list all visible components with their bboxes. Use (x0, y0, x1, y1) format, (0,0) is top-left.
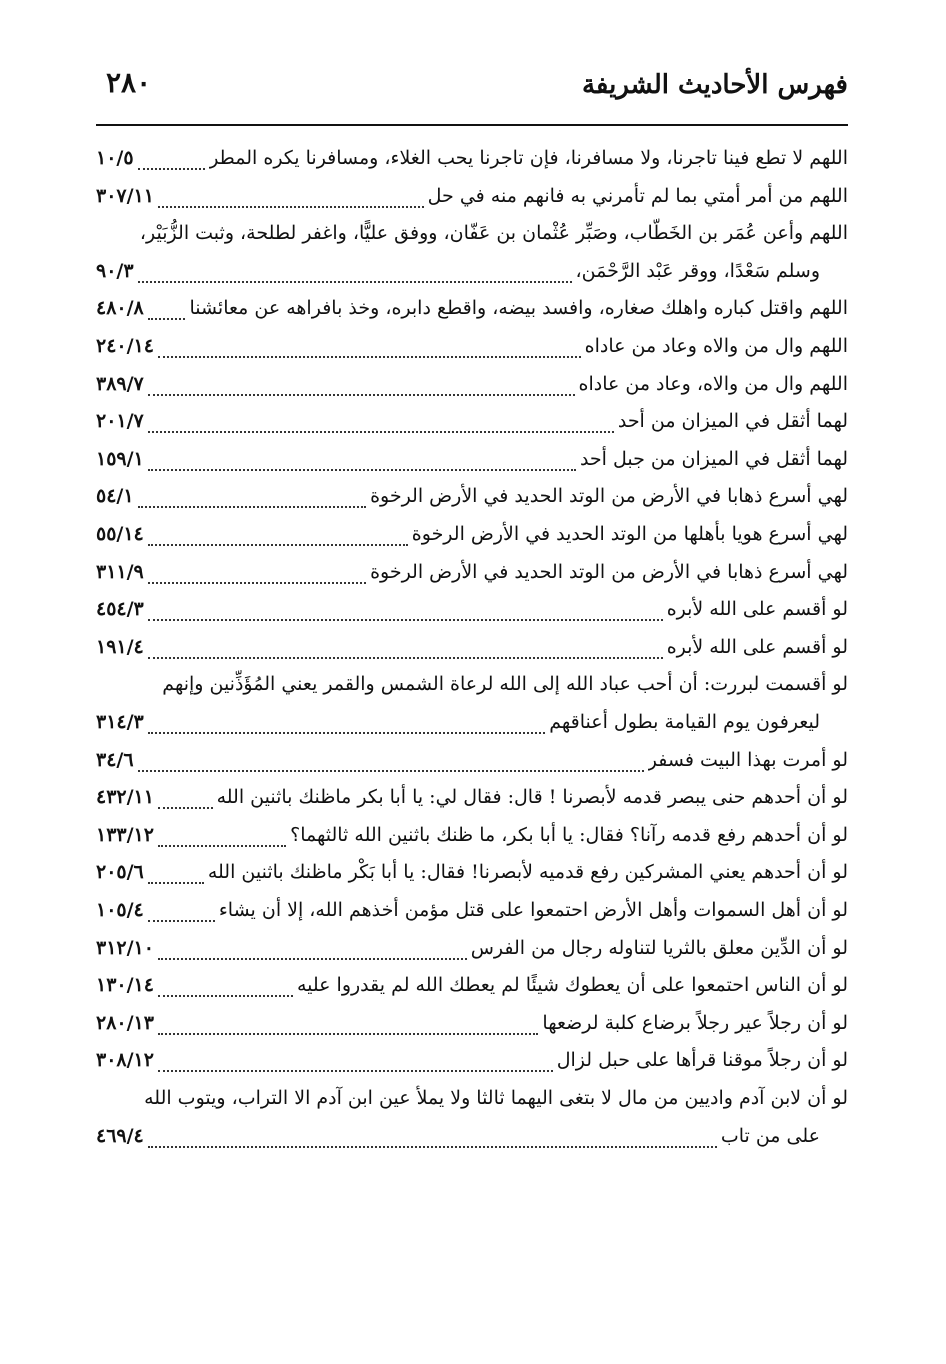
index-entry (96, 1042, 848, 1080)
index-entry (96, 854, 848, 892)
entry-line (96, 140, 848, 176)
entry-line (96, 629, 848, 665)
hadith-text: لهما أثقل في الميزان من أحد (617, 410, 848, 433)
leader-dots (158, 356, 581, 358)
volume-page-reference: ١٣٠/١٤ (96, 974, 154, 997)
entry-line (96, 253, 848, 289)
hadith-text: لو أقسم على الله لأبره (666, 635, 848, 658)
index-entry (96, 516, 848, 554)
entry-line (96, 478, 848, 514)
hadith-text: اللهم من أمر أمتي بما لم تأمرني به فانهم منه في حل (427, 184, 848, 207)
leader-dots (158, 1033, 538, 1035)
leader-dots (158, 206, 424, 208)
entry-line (96, 742, 848, 778)
index-entry (96, 591, 848, 629)
hadith-text: لهي أسرع ذهابا في الأرض من الوتد الحديد في الأرض الرخوة (370, 485, 848, 508)
leader-dots (158, 1070, 553, 1072)
hadith-text: ليعرفون يوم القيامة بطول أعناقهم (549, 710, 820, 733)
hadith-text: لهي أسرع هويا بأهلها من الوتد الحديد في الأرض الرخوة (411, 523, 848, 545)
volume-page-reference: ٢٨٠/١٣ (96, 1011, 154, 1034)
volume-page-reference: ١٠٥/٤ (96, 899, 144, 921)
index-entry (96, 328, 848, 366)
hadith-text: لو أن لابن آدم واديين من مال لا بتغى اليهما ثالثا ولا يملأ عين ابن آدم الا التراب، ويتوب الله (144, 1087, 848, 1109)
hadith-text: لو أقسمت لبررت: أن أحب عباد الله إلى الله لرعاة الشمس والقمر يعني المُؤَذِّنين وإنهم (162, 673, 848, 696)
hadith-text: لهي أسرع ذهابا في الأرض من الوتد الحديد في الأرض الرخوة (370, 560, 848, 583)
entry-line (96, 178, 848, 214)
hadith-text: اللهم وال من والاه، وعاد من عاداه (578, 372, 848, 395)
entry-line (96, 1005, 848, 1041)
hadith-text: لو أن أحدهم يعني المشركين رفع قدميه لأبصرنا! فقال: يا أبا بَكْر ماظنك باثنين الله (207, 861, 848, 884)
leader-dots (158, 995, 293, 997)
volume-page-reference: ٣٠٨/١٢ (96, 1049, 154, 1072)
hadith-text: لو أن أحدهم رفع قدمه رآنا؟ فقال: يا أبا بكر، ما ظنك باثنين الله ثالثهما؟ (290, 823, 848, 846)
volume-page-reference: ١٩١/٤ (96, 635, 144, 658)
leader-dots (148, 582, 366, 584)
entry-line (96, 704, 848, 740)
leader-dots (138, 506, 367, 508)
leader-dots (148, 920, 215, 922)
volume-page-reference: ٣٤/٦ (96, 748, 134, 771)
entry-line (96, 441, 848, 477)
index-entry (96, 140, 848, 178)
leader-dots (158, 807, 213, 809)
leader-dots (148, 318, 186, 320)
hadith-text: اللهم وال من والاه وعاد من عاداه (584, 335, 848, 357)
hadith-text: اللهم وأعن عُمَر بن الخَطّاب، وصَبِّر عُثْمان بن عَفّان، ووفق عليًّا، واغفر لطلحة، وثبت الزُّبَيْر، (139, 222, 848, 245)
entry-line (96, 591, 848, 627)
leader-dots (148, 544, 408, 546)
volume-page-reference: ٤٦٩/٤ (96, 1124, 144, 1147)
entry-line (96, 779, 848, 815)
hadith-text: لو أن أهل السموات وأهل الأرض احتمعوا على قتل مؤمن أخذهم الله، إلا أن يشاء (218, 899, 848, 921)
index-entry (96, 441, 848, 479)
index-entry (96, 892, 848, 930)
leader-dots (148, 882, 204, 884)
index-entry (96, 629, 848, 667)
hadith-text: لو أقسم على الله لأبره (666, 598, 848, 621)
page-number: ٢٨٠ (106, 66, 152, 99)
entry-line (96, 328, 848, 364)
hadith-text: لهما أثقل في الميزان من جبل أحد (579, 447, 848, 470)
volume-page-reference: ١٥٩/١ (96, 447, 144, 470)
volume-page-reference: ٣٠٧/١١ (96, 184, 154, 207)
hadith-text: لو أن رجلاً عير رجلاً برضاع كلبة لرضعها (542, 1011, 848, 1034)
index-entry (96, 290, 848, 328)
volume-page-reference: ٥٥/١٤ (96, 523, 144, 545)
entry-line (96, 516, 848, 552)
hadith-text: اللهم لا تطع فينا تاجرنا، ولا مسافرنا، فإن تاجرنا يحب الغلاء، ومسافرنا يكره المطر (209, 147, 848, 169)
entry-line (96, 666, 848, 702)
index-entry (96, 817, 848, 855)
running-title: فهرس الأحاديث الشريفة (581, 70, 848, 100)
entry-line (96, 215, 848, 251)
leader-dots (148, 732, 546, 734)
hadith-text: لو أن أحدهم حنى يبصر قدمه لأبصرنا ! قال: فقال لي: يا أبا بكر ماظنك باثنين الله (216, 786, 848, 809)
leader-dots (148, 1146, 717, 1148)
hadith-text: لو أن الناس احتمعوا على أن يعطوك شيئًا لم يعطك الله لم يقدروا عليه (296, 974, 848, 997)
volume-page-reference: ١٣٣/١٢ (96, 823, 154, 846)
leader-dots (148, 469, 576, 471)
volume-page-reference: ٢٠٥/٦ (96, 861, 144, 884)
volume-page-reference: ٤٥٤/٣ (96, 598, 144, 621)
hadith-text: على من تاب (720, 1124, 820, 1147)
entry-line (96, 854, 848, 890)
index-entry (96, 178, 848, 216)
entry-line (96, 403, 848, 439)
hadith-text: لو أن الدِّين معلق بالثريا لتناوله رجال من الفرس (470, 936, 848, 959)
entry-line (96, 366, 848, 402)
leader-dots (158, 845, 286, 847)
entry-line (96, 930, 848, 966)
volume-page-reference: ٩٠/٣ (96, 259, 134, 282)
index-entry (96, 666, 848, 741)
entry-line (96, 1080, 848, 1116)
hadith-text: لو أمرت بهذا البيت فسفر (647, 748, 848, 771)
volume-page-reference: ٤٣٢/١١ (96, 786, 154, 809)
entry-line (96, 892, 848, 928)
hadith-text: وسلم سَعْدًا، ووقر عَبْد الرَّحْمَن، (575, 259, 820, 282)
index-entry (96, 967, 848, 1005)
index-entry (96, 779, 848, 817)
volume-page-reference: ٤٨٠/٨ (96, 297, 144, 320)
volume-page-reference: ٣١٤/٣ (96, 710, 144, 733)
leader-dots (148, 657, 663, 659)
index-entry (96, 1080, 848, 1155)
volume-page-reference: ٥٤/١ (96, 485, 134, 508)
entry-line (96, 554, 848, 590)
entry-line (96, 1118, 848, 1154)
entry-line (96, 290, 848, 326)
volume-page-reference: ٣٨٩/٧ (96, 372, 144, 395)
volume-page-reference: ٢٤٠/١٤ (96, 335, 154, 357)
entry-line (96, 1042, 848, 1078)
index-entry (96, 1005, 848, 1043)
index-entry (96, 366, 848, 404)
entry-line (96, 967, 848, 1003)
volume-page-reference: ٣١١/٩ (96, 560, 144, 583)
leader-dots (148, 619, 663, 621)
leader-dots (138, 168, 206, 170)
volume-page-reference: ١٠/٥ (96, 147, 134, 169)
entry-line (96, 817, 848, 853)
index-entry (96, 554, 848, 592)
index-entry (96, 215, 848, 290)
leader-dots (138, 770, 644, 772)
leader-dots (138, 281, 572, 283)
leader-dots (158, 958, 467, 960)
volume-page-reference: ٢٠١/٧ (96, 410, 144, 433)
volume-page-reference: ٣١٢/١٠ (96, 936, 154, 959)
hadith-text: لو أن رجلاً موقنا قرأها على حبل لزال (556, 1049, 848, 1072)
index-entry (96, 403, 848, 441)
index-entry (96, 930, 848, 968)
leader-dots (148, 431, 614, 433)
hadith-text: اللهم واقتل كباره واهلك صغاره، وافسد بيضه، واقطع دابره، وخذ بافراهه عن معائشنا (189, 297, 848, 320)
index-entry (96, 478, 848, 516)
leader-dots (148, 394, 575, 396)
index-entry (96, 742, 848, 780)
